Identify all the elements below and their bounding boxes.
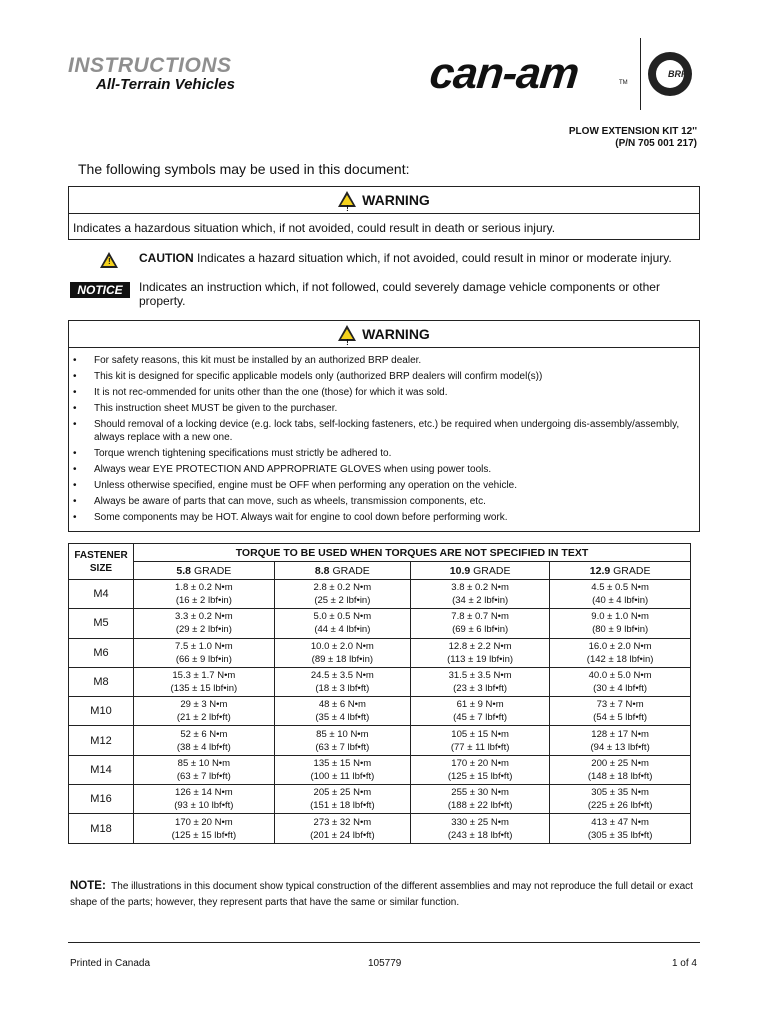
- torque-value-imperial: (125 ± 15 lbf•ft): [171, 829, 237, 841]
- kit-part-number: (P/N 705 001 217): [615, 138, 697, 149]
- torque-value-nm: 126 ± 14 N•m: [175, 787, 233, 799]
- torque-cell: [134, 785, 275, 814]
- header-divider: [640, 38, 641, 110]
- torque-value-imperial: (44 ± 4 lbf•in): [314, 624, 371, 636]
- torque-cell: [411, 755, 550, 784]
- torque-value-nm: 85 ± 10 N•m: [316, 728, 369, 740]
- torque-value-imperial: (38 ± 4 lbf•ft): [176, 741, 231, 753]
- grade-label: GRADE: [473, 564, 511, 577]
- torque-value-nm: 15.3 ± 1.7 N•m: [172, 670, 236, 682]
- notice-badge: NOTICE: [70, 282, 130, 298]
- fastener-size: M14: [69, 755, 134, 784]
- torque-cell: [134, 726, 275, 755]
- torque-value-nm: 24.5 ± 3.5 N•m: [310, 670, 374, 682]
- torque-row: [69, 609, 691, 638]
- torque-value-nm: 7.5 ± 1.0 N•m: [175, 640, 233, 652]
- torque-cell: [274, 697, 410, 726]
- torque-value-imperial: (18 ± 3 lbf•ft): [315, 683, 370, 695]
- grade-header: [411, 562, 550, 580]
- instructions-subtitle: All-Terrain Vehicles: [96, 76, 235, 93]
- torque-cell: [411, 726, 550, 755]
- torque-value-nm: 128 ± 17 N•m: [591, 728, 649, 740]
- torque-value-nm: 5.0 ± 0.5 N•m: [313, 611, 372, 623]
- torque-value-imperial: (151 ± 18 lbf•ft): [310, 800, 375, 812]
- torque-cell: [134, 609, 275, 638]
- warning-list-item: • Should removal of a locking device (e.g. lock tabs, self-locking fasteners, etc.) be required when undergoing dis-assembly/assembly, always replace with a new one.: [69, 419, 699, 444]
- brp-logo-text: BRP: [668, 69, 688, 79]
- can-am-logo: can-am: [427, 49, 581, 98]
- warning-list-title: WARNING: [362, 326, 430, 342]
- warning-list-item: • For safety reasons, this kit must be installed by an authorized BRP dealer.: [69, 355, 699, 368]
- warning-list-item: • This kit is designed for specific applicable models only (authorized BRP dealers will confirm model(s)): [69, 371, 699, 384]
- torque-row: [69, 580, 691, 609]
- caution-definition: [139, 251, 699, 265]
- torque-value-imperial: (54 ± 5 lbf•ft): [593, 712, 648, 724]
- torque-main-header: TORQUE TO BE USED WHEN TORQUES ARE NOT SPECIFIED IN TEXT: [134, 544, 691, 562]
- torque-value-nm: 16.0 ± 2.0 N•m: [588, 640, 652, 652]
- fastener-size: M10: [69, 697, 134, 726]
- fastener-size: M6: [69, 638, 134, 667]
- grade-header: [550, 562, 691, 580]
- torque-cell: [134, 667, 275, 696]
- torque-value-imperial: (16 ± 2 lbf•in): [175, 595, 232, 607]
- torque-cell: [550, 609, 691, 638]
- torque-cell: [274, 580, 410, 609]
- torque-value-imperial: (148 ± 18 lbf•ft): [587, 770, 653, 782]
- torque-value-imperial: (188 ± 22 lbf•ft): [447, 800, 513, 812]
- warning-list-item: • This instruction sheet MUST be given to the purchaser.: [69, 403, 699, 416]
- torque-value-imperial: (142 ± 18 lbf•in): [586, 653, 654, 665]
- torque-cell: [550, 638, 691, 667]
- torque-value-imperial: (77 ± 11 lbf•ft): [450, 741, 510, 753]
- torque-value-imperial: (80 ± 9 lbf•in): [592, 624, 649, 636]
- fastener-size: M8: [69, 667, 134, 696]
- torque-value-imperial: (225 ± 26 lbf•ft): [587, 800, 653, 812]
- torque-table: [68, 543, 691, 844]
- torque-value-imperial: (35 ± 4 lbf•ft): [315, 712, 370, 724]
- torque-cell: [274, 638, 410, 667]
- torque-value-imperial: (66 ± 9 lbf•in): [175, 653, 232, 665]
- torque-value-nm: 31.5 ± 3.5 N•m: [448, 670, 512, 682]
- torque-row: [69, 814, 691, 843]
- warning-definition-title: WARNING: [362, 192, 430, 208]
- torque-cell: [550, 580, 691, 609]
- warning-list-item: • Always wear EYE PROTECTION AND APPROPRIATE GLOVES when using power tools.: [69, 464, 699, 477]
- torque-cell: [550, 814, 691, 843]
- warning-icon: !: [338, 191, 356, 207]
- torque-value-imperial: (29 ± 2 lbf•in): [175, 624, 232, 636]
- fastener-size: M12: [69, 726, 134, 755]
- kit-name: PLOW EXTENSION KIT 12'': [568, 126, 697, 137]
- grade-label: GRADE: [332, 564, 370, 577]
- instructions-title: INSTRUCTIONS: [68, 54, 232, 77]
- torque-cell: [411, 580, 550, 609]
- torque-value-imperial: (201 ± 24 lbf•ft): [310, 829, 375, 841]
- torque-cell: [411, 785, 550, 814]
- torque-cell: [274, 785, 410, 814]
- torque-value-nm: 273 ± 32 N•m: [313, 816, 372, 828]
- torque-value-imperial: (94 ± 13 lbf•ft): [590, 741, 650, 753]
- torque-value-nm: 170 ± 20 N•m: [175, 816, 233, 828]
- torque-cell: [411, 609, 550, 638]
- warning-list-item: • Unless otherwise specified, engine must be OFF when performing any operation on the vehicle.: [69, 480, 699, 493]
- torque-value-imperial: (23 ± 3 lbf•ft): [453, 683, 508, 695]
- grade-number: 8.8: [314, 564, 330, 577]
- torque-cell: [274, 726, 410, 755]
- torque-value-nm: 85 ± 10 N•m: [177, 757, 231, 769]
- warning-list-item: • It is not rec-ommended for units other than the one (those) for which it was sold.: [69, 387, 699, 400]
- torque-value-nm: 12.8 ± 2.2 N•m: [448, 640, 512, 652]
- torque-value-imperial: (100 ± 11 lbf•ft): [310, 770, 375, 782]
- torque-value-imperial: (25 ± 2 lbf•in): [314, 595, 371, 607]
- torque-value-imperial: (125 ± 15 lbf•ft): [447, 770, 513, 782]
- torque-value-imperial: (243 ± 18 lbf•ft): [447, 829, 513, 841]
- torque-cell: [550, 697, 691, 726]
- torque-row: [69, 667, 691, 696]
- torque-value-imperial: (63 ± 7 lbf•ft): [315, 741, 370, 753]
- torque-value-nm: 9.0 ± 1.0 N•m: [591, 611, 649, 623]
- footer-divider: [68, 942, 700, 943]
- torque-cell: [411, 697, 550, 726]
- torque-row: [69, 726, 691, 755]
- warning-list-item: • Some components may be HOT. Always wait for engine to cool down before performing work.: [69, 512, 699, 525]
- caution-text: Indicates a hazard situation which, if not avoided, could result in minor or moderate injury.: [197, 251, 672, 265]
- torque-cell: [274, 755, 410, 784]
- torque-row: [69, 638, 691, 667]
- torque-value-imperial: (63 ± 7 lbf•ft): [176, 770, 231, 782]
- torque-value-nm: 255 ± 30 N•m: [451, 787, 509, 799]
- torque-value-nm: 3.8 ± 0.2 N•m: [451, 582, 509, 594]
- footer-printed: Printed in Canada: [70, 958, 151, 969]
- caution-icon-wrap: [100, 252, 124, 271]
- torque-value-nm: 105 ± 15 N•m: [451, 728, 509, 740]
- torque-value-nm: 52 ± 6 N•m: [180, 728, 228, 740]
- grade-label: GRADE: [613, 564, 651, 577]
- torque-value-imperial: (40 ± 4 lbf•in): [592, 595, 649, 607]
- torque-cell: [134, 755, 275, 784]
- torque-value-nm: 3.3 ± 0.2 N•m: [175, 611, 233, 623]
- grade-header: [274, 562, 410, 580]
- torque-row: [69, 785, 691, 814]
- warning-list: [69, 348, 699, 524]
- torque-value-nm: 135 ± 15 N•m: [313, 757, 372, 769]
- warning-list-item: • Torque wrench tightening specifications must strictly be adhered to.: [69, 448, 699, 461]
- torque-value-nm: 413 ± 47 N•m: [591, 816, 649, 828]
- warning-definition-header: [69, 187, 699, 214]
- grade-label: GRADE: [193, 564, 232, 577]
- torque-cell: [134, 697, 275, 726]
- symbols-intro: The following symbols may be used in this document:: [78, 161, 410, 177]
- warning-list-box: [68, 320, 700, 532]
- torque-cell: [550, 785, 691, 814]
- footer-doc-number: 105779: [368, 958, 402, 969]
- torque-cell: [411, 814, 550, 843]
- torque-value-imperial: (30 ± 4 lbf•ft): [593, 683, 648, 695]
- torque-value-nm: 305 ± 35 N•m: [591, 787, 649, 799]
- torque-value-nm: 73 ± 7 N•m: [596, 699, 644, 711]
- note: [70, 878, 700, 911]
- torque-value-nm: 7.8 ± 0.7 N•m: [451, 611, 509, 623]
- torque-value-imperial: (135 ± 15 lbf•in): [170, 683, 238, 695]
- torque-cell: [550, 755, 691, 784]
- warning-list-header: [69, 321, 699, 348]
- torque-value-imperial: (113 ± 19 lbf•in): [447, 653, 514, 665]
- note-text: The illustrations in this document show typical construction of the different assemblies and may not reproduce the full detail or exact shape of the parts; however, they represent parts that have the same or similar function.: [70, 881, 693, 908]
- torque-cell: [550, 667, 691, 696]
- grade-number: 5.8: [176, 564, 192, 577]
- fastener-size: M4: [69, 580, 134, 609]
- torque-cell: [274, 814, 410, 843]
- torque-row: [69, 697, 691, 726]
- note-label: NOTE:: [70, 880, 106, 892]
- footer-page: 1 of 4: [671, 958, 697, 969]
- torque-value-nm: 330 ± 25 N•m: [451, 816, 509, 828]
- torque-value-imperial: (21 ± 2 lbf•ft): [176, 712, 231, 724]
- caution-icon: !: [100, 252, 118, 268]
- warning-definition-text: Indicates a hazardous situation which, if not avoided, could result in death or serious injury.: [73, 221, 556, 235]
- torque-value-nm: 1.8 ± 0.2 N•m: [175, 582, 233, 594]
- torque-value-nm: 10.0 ± 2.0 N•m: [310, 640, 374, 652]
- torque-value-imperial: (69 ± 6 lbf•in): [452, 624, 509, 636]
- torque-value-nm: 40.0 ± 5.0 N•m: [588, 670, 652, 682]
- notice-text: Indicates an instruction which, if not followed, could severely damage vehicle components or other property.: [139, 280, 660, 308]
- torque-value-nm: 29 ± 3 N•m: [180, 699, 228, 711]
- torque-cell: [134, 638, 275, 667]
- torque-cell: [274, 609, 410, 638]
- caution-label: CAUTION: [139, 251, 194, 265]
- trademark-mark: TM: [619, 80, 628, 86]
- fastener-size: M16: [69, 785, 134, 814]
- torque-value-nm: 200 ± 25 N•m: [591, 757, 649, 769]
- torque-value-nm: 205 ± 25 N•m: [313, 787, 372, 799]
- torque-cell: [411, 638, 550, 667]
- torque-value-imperial: (93 ± 10 lbf•ft): [174, 800, 234, 812]
- grade-number: 10.9: [449, 564, 471, 577]
- torque-row: [69, 755, 691, 784]
- grade-header: [134, 562, 275, 580]
- torque-value-nm: 48 ± 6 N•m: [318, 699, 366, 711]
- fastener-size: M5: [69, 609, 134, 638]
- torque-value-imperial: (305 ± 35 lbf•ft): [587, 829, 653, 841]
- torque-value-imperial: (89 ± 18 lbf•in): [311, 653, 374, 665]
- torque-cell: [274, 667, 410, 696]
- warning-list-icon: !: [338, 325, 356, 341]
- warning-list-item: • Always be aware of parts that can move, such as wheels, transmission components, etc.: [69, 496, 699, 509]
- torque-value-nm: 4.5 ± 0.5 N•m: [591, 582, 649, 594]
- torque-cell: [550, 726, 691, 755]
- torque-value-nm: 61 ± 9 N•m: [456, 699, 504, 711]
- fastener-size: M18: [69, 814, 134, 843]
- torque-value-imperial: (34 ± 2 lbf•in): [452, 595, 509, 607]
- fastener-size-header: FASTENER SIZE: [69, 544, 134, 580]
- warning-definition-box: [68, 186, 700, 240]
- torque-cell: [134, 580, 275, 609]
- grade-number: 12.9: [589, 564, 611, 577]
- torque-value-imperial: (45 ± 7 lbf•ft): [453, 712, 508, 724]
- kit-info: [569, 126, 697, 150]
- torque-value-nm: 170 ± 20 N•m: [451, 757, 509, 769]
- torque-value-nm: 2.8 ± 0.2 N•m: [313, 582, 372, 594]
- torque-cell: [411, 667, 550, 696]
- torque-cell: [134, 814, 275, 843]
